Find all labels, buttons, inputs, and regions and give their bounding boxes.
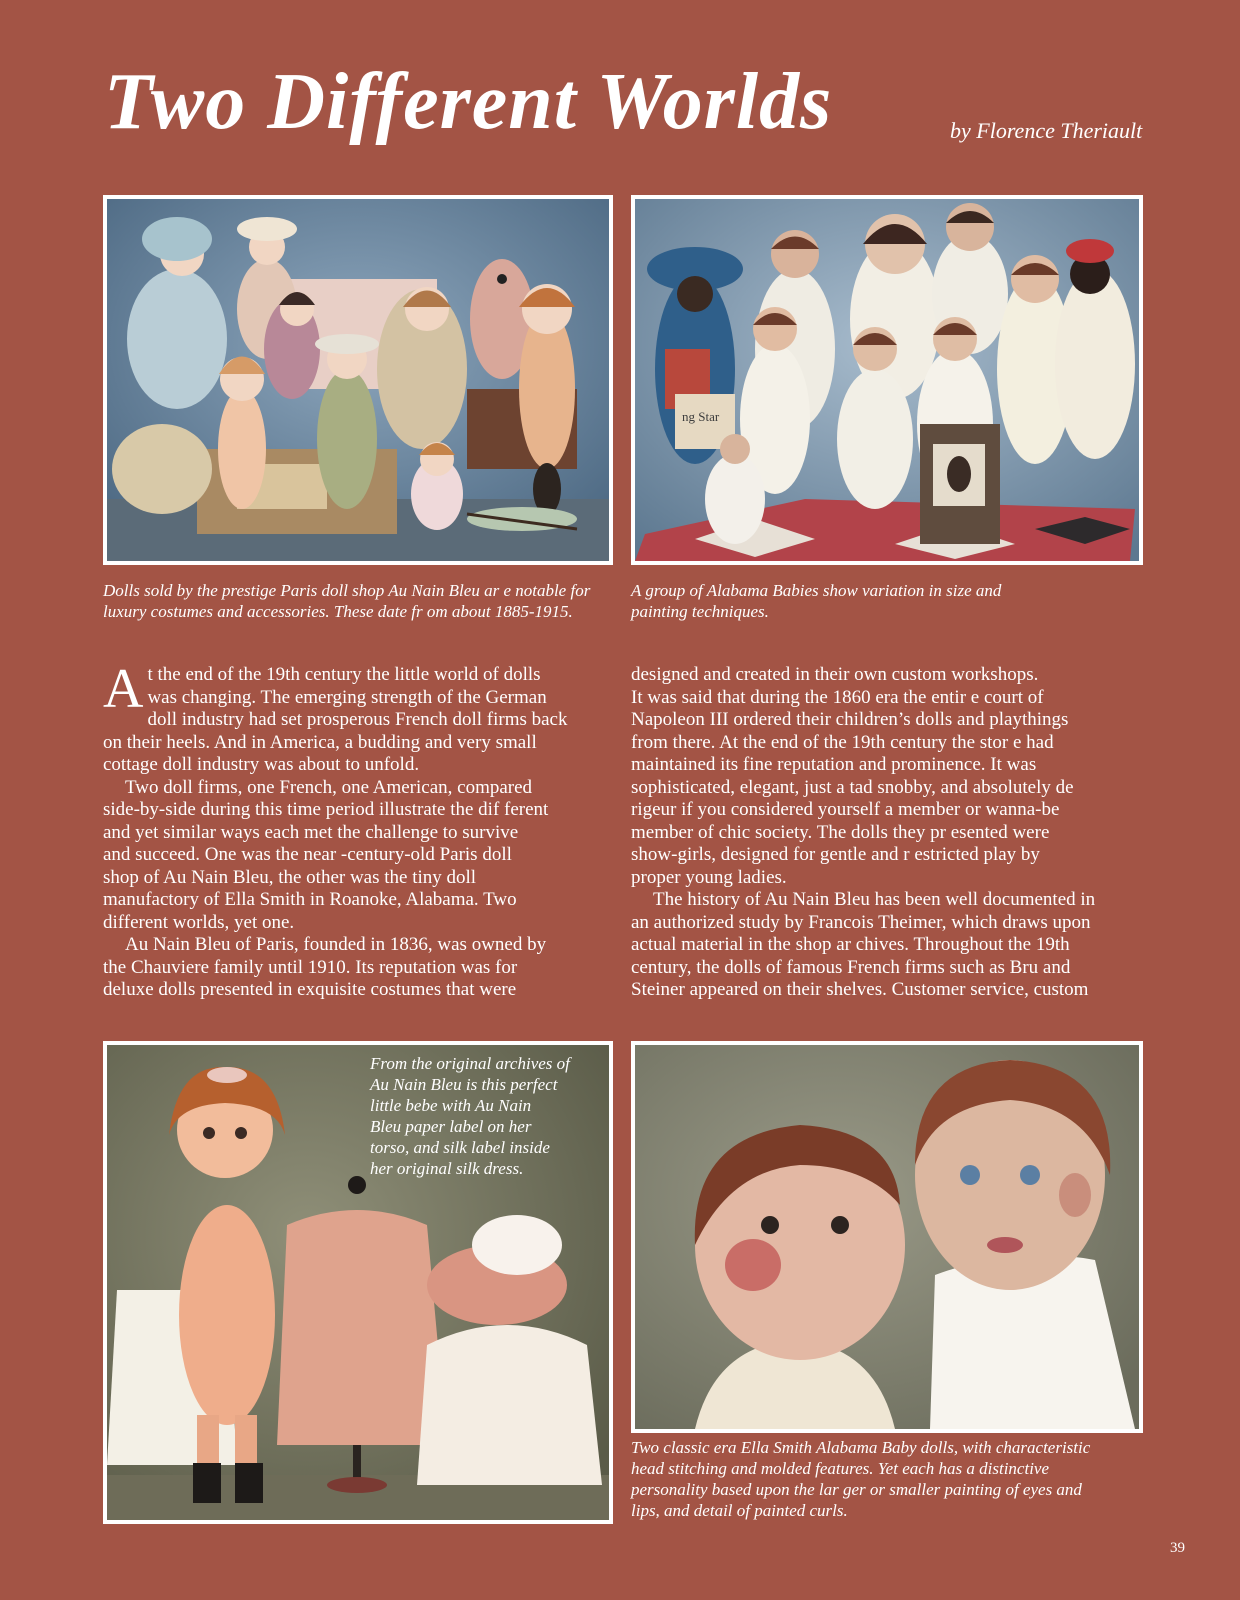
text-line: the Chauviere family until 1910. Its reputation was for <box>103 956 518 978</box>
text-line: show-girls, designed for gentle and r estricted play by <box>631 844 1040 865</box>
caption-line: Bleu paper label on her <box>370 1117 532 1136</box>
caption-line: torso, and silk label inside <box>370 1138 550 1157</box>
article-column-1 <box>103 658 623 1002</box>
photo-caption-alabama-babies <box>631 580 1151 622</box>
text-line: an authorized study by Francois Theimer, which draws upon <box>631 911 1091 933</box>
text-line: doll industry had set prosperous French doll firms back <box>147 709 568 730</box>
caption-line: Au Nain Bleu is this perfect <box>370 1075 558 1094</box>
text-line: proper young ladies. <box>631 866 787 888</box>
caption-line: From the original archives of <box>370 1054 570 1073</box>
caption-line: painting techniques. <box>631 602 769 621</box>
article-title: Two Different Worlds <box>104 58 833 146</box>
photo-caption-ella-smith <box>631 1437 1156 1521</box>
dropcap-letter: A <box>103 658 144 720</box>
text-line: shop of Au Nain Bleu, the other was the tiny doll <box>103 866 477 888</box>
caption-line: A group of Alabama Babies show variation in size and <box>631 581 1002 600</box>
text-line: It was said that during the 1860 era the entir e court of <box>631 686 1044 708</box>
article-paragraph-1 <box>103 658 623 777</box>
photo-caption-au-nain-bleu <box>103 580 623 622</box>
text-line: Au Nain Bleu of Paris, founded in 1836, was owned by <box>125 934 547 955</box>
article-byline: by Florence Theriault <box>950 118 1143 143</box>
article-paragraph-3 <box>103 934 623 1002</box>
caption-line: Two classic era Ella Smith Alabama Baby dolls, with characteristic <box>631 1438 1091 1457</box>
article-paragraph-2 <box>103 777 623 935</box>
text-line: deluxe dolls presented in exquisite costumes that were <box>103 979 517 1000</box>
text-line: maintained its fine reputation and prominence. It was <box>631 754 1037 775</box>
photo-au-nain-bleu-dolls <box>103 195 613 565</box>
caption-line: luxury costumes and accessories. These date fr om about 1885-1915. <box>103 602 573 621</box>
photo-caption-bebe <box>370 1053 610 1179</box>
caption-line: head stitching and molded features. Yet each has a distinctive <box>631 1459 1050 1478</box>
text-line: sophisticated, elegant, just a tad snobby, and absolutely de <box>631 776 1074 798</box>
text-line: manufactory of Ella Smith in Roanoke, Alabama. Two <box>103 889 517 910</box>
caption-line: Dolls sold by the prestige Paris doll shop Au Nain Bleu ar e notable for <box>103 581 591 600</box>
quilt-bag-text: ng Star <box>682 409 720 424</box>
text-line: actual material in the shop ar chives. Throughout the 19th <box>631 934 1070 955</box>
text-line: Two doll firms, one French, one American, compared <box>125 776 533 798</box>
caption-line: personality based upon the lar ger or smaller painting of eyes and <box>631 1480 1082 1499</box>
text-line: The history of Au Nain Bleu has been well documented in <box>653 889 1096 910</box>
article-column-2 <box>631 664 1156 1002</box>
photo-alabama-babies-group <box>631 195 1143 565</box>
text-line: side-by-side during this time period illustrate the dif ferent <box>103 799 549 820</box>
text-line: and yet similar ways each met the challenge to survive <box>103 821 519 843</box>
text-line: t the end of the 19th century the little world of dolls <box>147 664 541 685</box>
text-line: on their heels. And in America, a budding and very small <box>103 731 537 753</box>
ella-smith-dolls-illustration <box>635 1045 1139 1429</box>
text-line: century, the dolls of famous French firms such as Bru and <box>631 956 1071 978</box>
french-dolls-illustration <box>107 199 609 561</box>
text-line: Steiner appeared on their shelves. Customer service, custom <box>631 979 1089 1000</box>
text-line: member of chic society. The dolls they pr esented were <box>631 821 1050 843</box>
article-paragraph-5 <box>631 889 1156 1002</box>
caption-line: lips, and detail of painted curls. <box>631 1501 848 1520</box>
caption-line: little bebe with Au Nain <box>370 1096 532 1115</box>
caption-line: her original silk dress. <box>370 1159 524 1178</box>
text-line: cottage doll industry was about to unfold. <box>103 754 420 775</box>
text-line: was changing. The emerging strength of the German <box>147 686 547 708</box>
article-paragraph-4 <box>631 664 1156 889</box>
alabama-babies-illustration <box>635 199 1139 561</box>
text-line: Napoleon III ordered their children’s dolls and playthings <box>631 709 1069 730</box>
photo-ella-smith-dolls <box>631 1041 1143 1433</box>
text-line: rigeur if you considered yourself a member or wanna-be <box>631 799 1060 820</box>
text-line: different worlds, yet one. <box>103 911 295 933</box>
page-number: 39 <box>1170 1540 1185 1556</box>
text-line: designed and created in their own custom workshops. <box>631 664 1039 685</box>
text-line: from there. At the end of the 19th century the stor e had <box>631 731 1054 753</box>
text-line: and succeed. One was the near -century-old Paris doll <box>103 844 512 865</box>
